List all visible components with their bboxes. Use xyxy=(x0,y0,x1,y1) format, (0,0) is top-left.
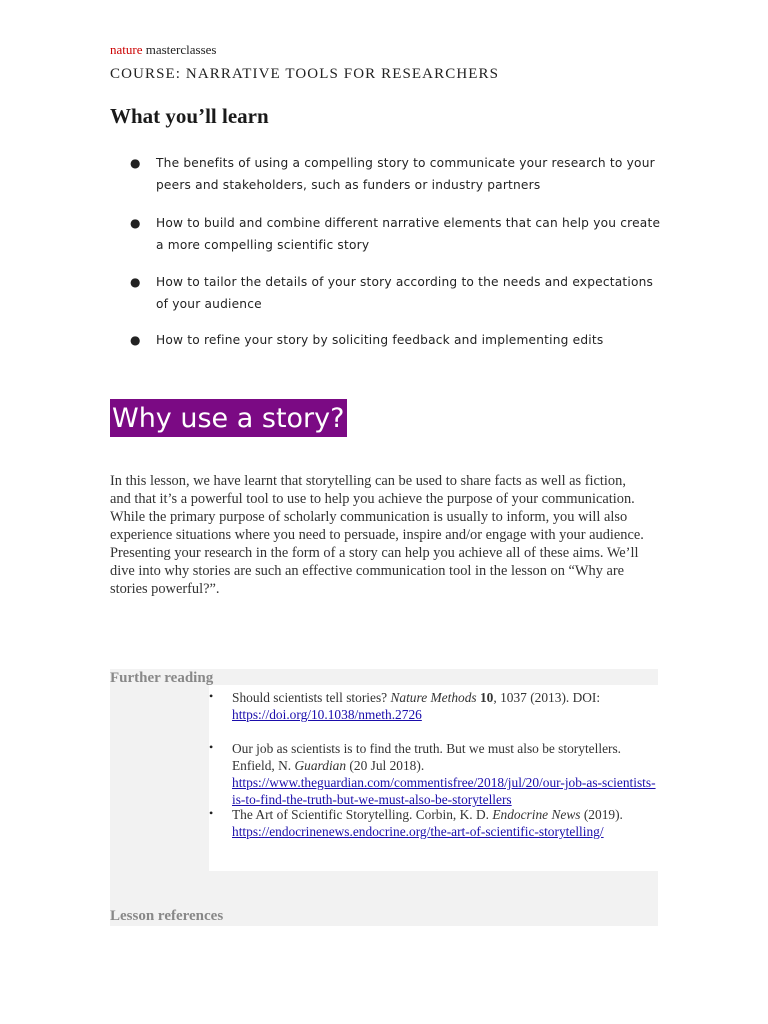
intro-paragraph: In this lesson, we have learnt that storytelling can be used to share facts as well as fiction, and that it’s a powerful tool to use to help you achieve the purpose of your communication. While the primary purpose of scholarly communication is usually to inform, you will also experience situations where you need to persuade, inspire and/or engage with your audience. Presenting your research in the form of a story can help you achieve all of these aims. We’ll dive into why stories are such an effective communication tool in the lesson on “Why are stories powerful?”. xyxy=(110,473,644,597)
lesson-references-heading: Lesson references xyxy=(110,908,224,924)
bullet-icon: ● xyxy=(130,275,141,289)
list-item xyxy=(130,152,670,196)
list-item-line: of your audience xyxy=(156,297,262,311)
reference-link[interactable]: https://endocrinenews.endocrine.org/the-art-of-scientific-storytelling/ xyxy=(232,824,604,839)
list-item xyxy=(130,212,670,256)
reference-journal: Endocrine News xyxy=(492,807,581,822)
bullet-icon: • xyxy=(209,740,214,754)
brand-masterclasses-text: masterclasses xyxy=(145,42,217,57)
learn-list xyxy=(130,152,670,351)
reference-text: Should scientists tell stories? xyxy=(232,690,391,705)
brand-line xyxy=(110,42,217,58)
reference-volume: 10 xyxy=(479,690,494,705)
bullet-icon: ● xyxy=(130,216,141,230)
reference-link[interactable]: https://www.theguardian.com/commentisfree/2018/jul/20/our-job-as-scientists-is-to-find-the-truth-but-we-must-also-be-storytellers xyxy=(232,775,656,807)
reference-text: (2019). xyxy=(580,807,623,822)
bullet-icon: ● xyxy=(130,156,141,170)
bullet-icon: • xyxy=(209,806,214,820)
list-item-line: How to tailor the details of your story according to the needs and expectations xyxy=(156,275,654,289)
reference-link[interactable]: https://doi.org/10.1038/nmeth.2726 xyxy=(232,707,422,722)
course-title: COURSE: NARRATIVE TOOLS FOR RESEARCHERS xyxy=(110,66,500,82)
learn-heading: What you’ll learn xyxy=(110,104,269,128)
reference-item xyxy=(232,740,658,808)
reference-text: The Art of Scientific Storytelling. Corbin, K. D. xyxy=(232,807,493,822)
reference-text: , 1037 (2013). DOI: xyxy=(493,690,601,705)
reference-text: (20 Jul 2018). xyxy=(346,758,425,773)
list-item-line: a more compelling scientific story xyxy=(156,238,370,252)
list-item-line: The benefits of using a compelling story to communicate your research to your xyxy=(156,156,655,170)
further-reading-heading: Further reading xyxy=(110,670,214,686)
list-item-line: peers and stakeholders, such as funders or industry partners xyxy=(156,178,541,192)
list-item-line: How to refine your story by soliciting feedback and implementing edits xyxy=(156,333,604,347)
reference-journal: Nature Methods xyxy=(390,690,477,705)
reference-item xyxy=(232,806,658,840)
reference-text: Our job as scientists is to find the truth. But we must also be storytellers. Enfield, N. xyxy=(232,741,622,773)
reference-journal: Guardian xyxy=(294,758,347,773)
why-heading: Why use a story? xyxy=(110,399,347,437)
list-item xyxy=(130,329,670,351)
bullet-icon: • xyxy=(209,689,214,703)
bullet-icon: ● xyxy=(130,333,141,347)
brand-nature-text: nature xyxy=(110,42,143,57)
list-item xyxy=(130,271,670,315)
list-item-line: How to build and combine different narrative elements that can help you create xyxy=(156,216,661,230)
reference-item xyxy=(232,689,658,723)
